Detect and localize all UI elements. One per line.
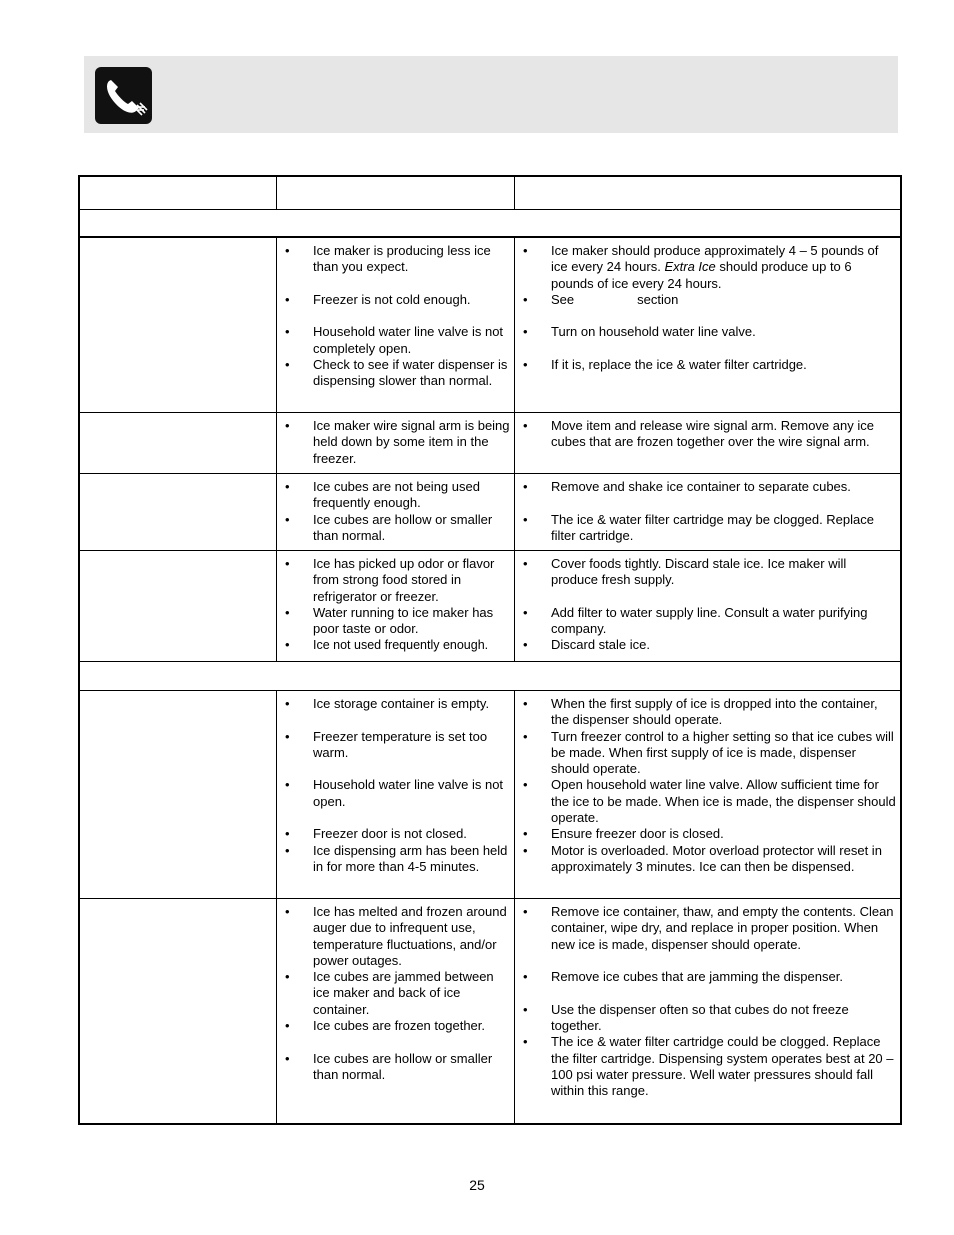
table-row <box>80 691 900 899</box>
list-item: • Freezer door is not closed. <box>277 826 510 842</box>
solution-text: Ice maker should produce approximately 4 – 5 pounds of ice every 24 hours. <box>551 243 879 275</box>
list-item: • Ice has melted and frozen around auger due to infrequent use, temperature fluctuations, and/or power outages. <box>277 904 510 969</box>
list-item: • The ice & water filter cartridge may be clogged. Replace filter cartridge. <box>515 512 896 545</box>
problem-cell <box>80 413 277 473</box>
header-cell-problem <box>80 177 277 209</box>
cause-cell <box>277 413 515 473</box>
cause-cell <box>277 899 515 1123</box>
problem-cell <box>80 899 277 1123</box>
list-item: • Ice maker wire signal arm is being held down by some item in the freezer. <box>277 418 510 467</box>
solution-cell <box>515 474 900 550</box>
problem-cell <box>80 238 277 412</box>
list-item: • The ice & water filter cartridge could be clogged. Replace the filter cartridge. Dispensing system operates best at 20 – 100 psi water pressure. Well water pressures should fall within this range. <box>515 1034 896 1099</box>
header-cell-cause <box>277 177 515 209</box>
list-item <box>515 243 896 292</box>
list-item: • Open household water line valve. Allow sufficient time for the ice to be made. When ice is made, the dispenser should operate. <box>515 777 896 826</box>
header-band <box>84 56 898 133</box>
extra-ice-term: Extra Ice <box>664 259 716 275</box>
table-row <box>80 899 900 1123</box>
list-item: • Ensure freezer door is closed. <box>515 826 896 842</box>
list-item: • Ice cubes are frozen together. <box>277 1018 510 1034</box>
list-item: • Check to see if water dispenser is dispensing slower than normal. <box>277 357 510 390</box>
section-heading-ice-maker <box>80 210 900 238</box>
list-item: • Ice has picked up odor or flavor from strong food stored in refrigerator or freezer. <box>277 556 510 605</box>
list-item: • Ice dispensing arm has been held in for more than 4-5 minutes. <box>277 843 510 876</box>
list-item: • Household water line valve is not completely open. <box>277 324 510 357</box>
table-row <box>80 474 900 551</box>
list-item: • Ice cubes are hollow or smaller than normal. <box>277 1051 510 1084</box>
list-item: • Remove ice cubes that are jamming the dispenser. <box>515 969 896 985</box>
list-item: • Ice cubes are hollow or smaller than normal. <box>277 512 510 545</box>
list-item: • Turn on household water line valve. <box>515 324 896 340</box>
list-item: • Add filter to water supply line. Consult a water purifying company. <box>515 605 896 638</box>
page-number: 25 <box>469 1177 485 1193</box>
solution-cell <box>515 691 900 898</box>
list-item: • If it is, replace the ice & water filter cartridge. <box>515 357 896 373</box>
list-item: • Household water line valve is not open. <box>277 777 510 810</box>
table-row <box>80 238 900 413</box>
list-item: • Discard stale ice. <box>515 637 896 653</box>
problem-cell <box>80 691 277 898</box>
solution-text: should produce up to 6 pounds of ice every 24 hours. <box>551 259 852 291</box>
cause-cell <box>277 691 515 898</box>
header-cell-solution <box>515 177 900 209</box>
table-header-row <box>80 177 900 210</box>
list-item: • Freezer is not cold enough. <box>277 292 510 308</box>
list-item: • Remove and shake ice container to separate cubes. <box>515 479 896 495</box>
list-item: • Motor is overloaded. Motor overload protector will reset in approximately 3 minutes. Ice can then be dispensed. <box>515 843 896 876</box>
list-item: • Move item and release wire signal arm. Remove any ice cubes that are frozen together over the wire signal arm. <box>515 418 896 451</box>
cause-cell <box>277 238 515 412</box>
list-item: • Freezer temperature is set too warm. <box>277 729 510 762</box>
list-item: • Use the dispenser often so that cubes do not freeze together. <box>515 1002 896 1035</box>
list-item: • Ice maker is producing less ice than you expect. <box>277 243 510 276</box>
phone-handset-icon <box>95 67 152 124</box>
problem-cell <box>80 474 277 550</box>
table-row <box>80 551 900 662</box>
see-text: See <box>551 291 575 307</box>
list-item: • Ice not used frequently enough. <box>277 637 510 653</box>
solution-cell <box>515 899 900 1123</box>
list-item: • Ice storage container is empty. <box>277 696 510 712</box>
list-item <box>515 292 896 308</box>
list-item: • When the first supply of ice is dropped into the container, the dispenser should operate. <box>515 696 896 729</box>
list-item: • Turn freezer control to a higher setting so that ice cubes will be made. When first supply of ice is made, dispenser should operate. <box>515 729 896 778</box>
list-item: • Remove ice container, thaw, and empty the contents. Clean container, wipe dry, and replace in proper position. When new ice is made, dispenser should operate. <box>515 904 896 953</box>
solution-cell <box>515 413 900 473</box>
list-item: • Water running to ice maker has poor taste or odor. <box>277 605 510 638</box>
list-item: • Ice cubes are jammed between ice maker and back of ice container. <box>277 969 510 1018</box>
section-text: section <box>637 291 679 307</box>
troubleshooting-table <box>78 175 902 1125</box>
problem-cell <box>80 551 277 661</box>
table-row <box>80 413 900 474</box>
solution-cell <box>515 551 900 661</box>
list-item: • Cover foods tightly. Discard stale ice. Ice maker will produce fresh supply. <box>515 556 896 589</box>
list-item: • Ice cubes are not being used frequently enough. <box>277 479 510 512</box>
solution-cell <box>515 238 900 412</box>
cause-cell <box>277 551 515 661</box>
section-heading-dispenser <box>80 662 900 691</box>
cause-cell <box>277 474 515 550</box>
